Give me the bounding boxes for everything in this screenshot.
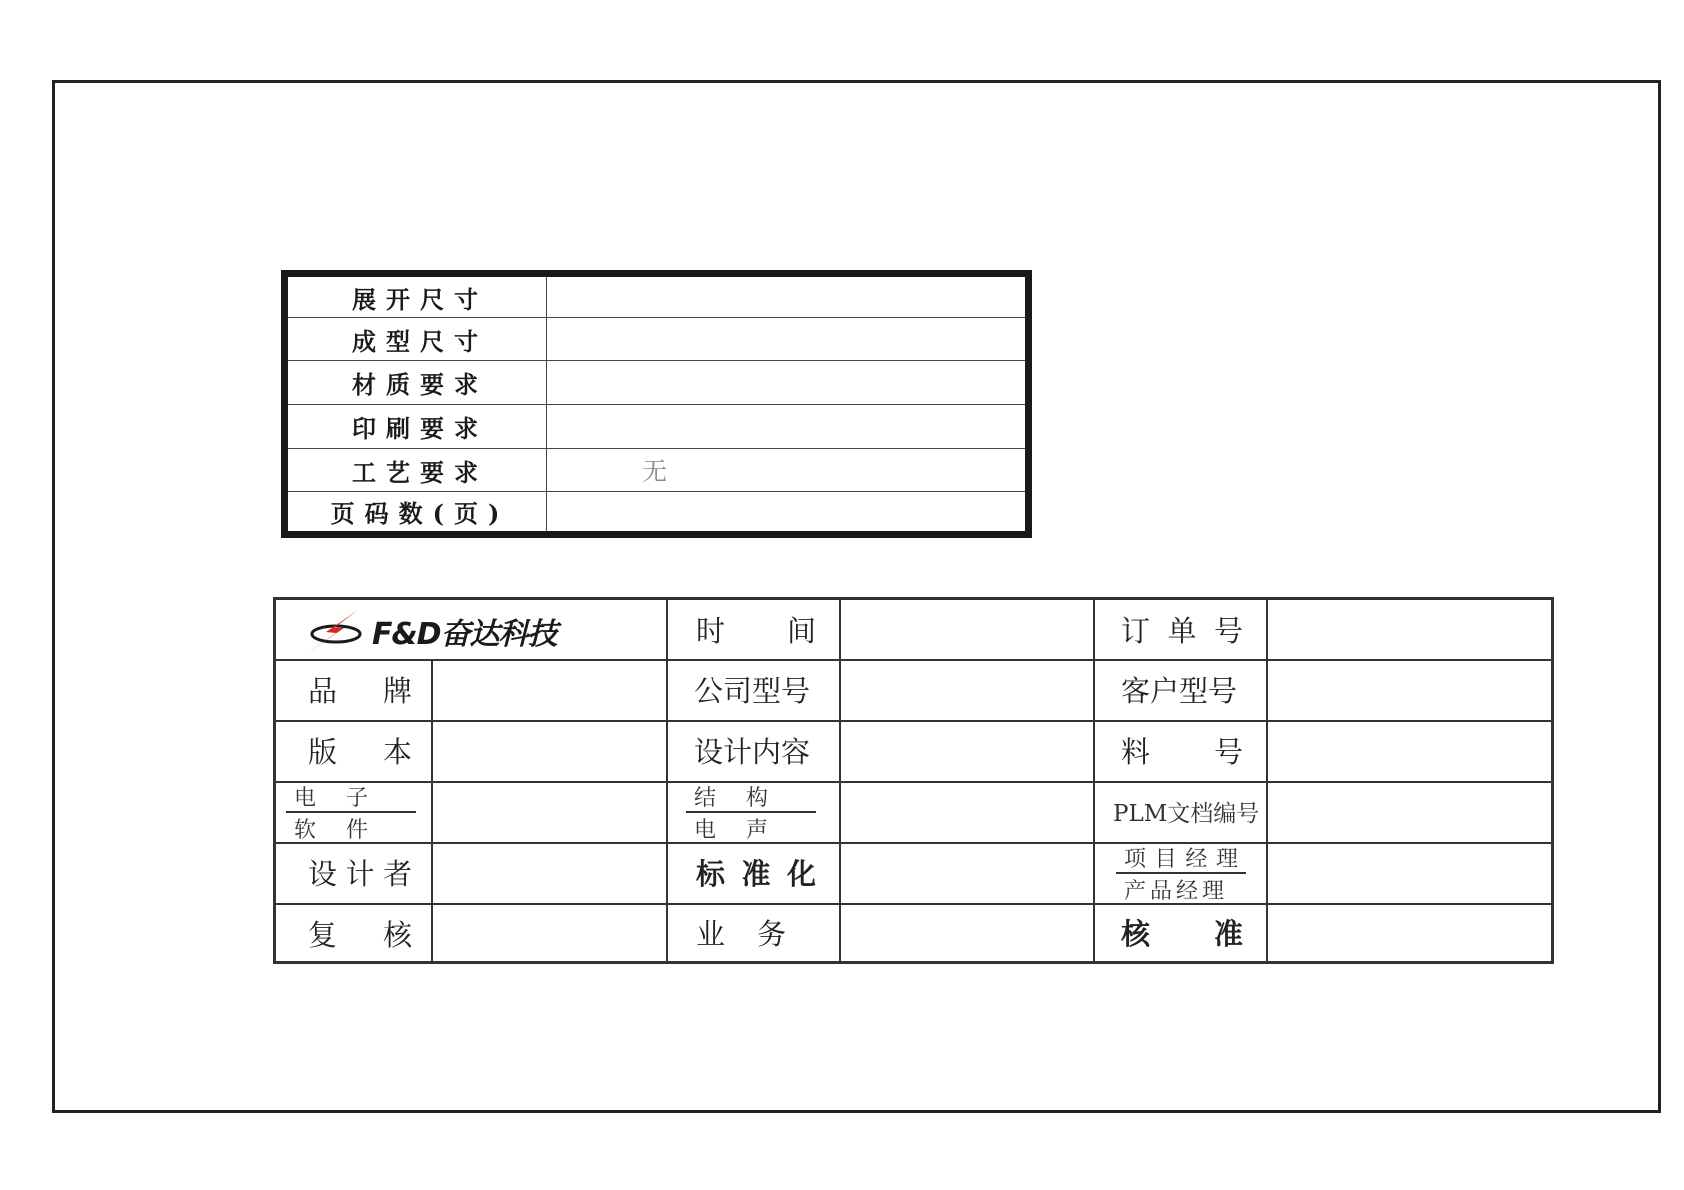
spec-table [281,270,1032,538]
spec-row-page-count [288,491,1025,531]
label-company-model: 公司型号 [694,674,811,708]
label-business: 业 务 [696,916,786,951]
label-brand: 品 牌 [308,674,412,708]
spec-row-process [288,448,1025,491]
spec-value [547,492,1025,531]
label-version: 版 本 [308,735,412,769]
row-divider [276,781,1551,783]
row-divider [276,842,1551,844]
label-plm-doc-no: PLM文档编号 [1113,801,1260,827]
col-divider [1266,600,1268,964]
row-divider [276,720,1551,722]
spec-value [547,405,1025,448]
row-divider [276,903,1551,905]
label-approval: 核 准 [1121,916,1243,951]
spec-label: 工艺要求 [288,449,547,491]
spec-row-printing [288,404,1025,448]
logo-text: F&D奋达科技 [372,617,557,652]
logo-mark-icon [300,602,370,660]
col-divider [1093,600,1095,964]
spec-row-unfolded-size [288,277,1025,317]
label-structure-acoustic: 结 构 电 声 [686,781,816,842]
spec-value [547,318,1025,360]
label-order-no: 订 单 号 [1121,614,1243,648]
title-block [273,597,1554,964]
label-electronic-software: 电 子 软 件 [286,781,416,842]
label-material-no: 料 号 [1121,735,1243,769]
spec-row-formed-size [288,317,1025,360]
spec-label: 成型尺寸 [288,318,547,360]
spec-label: 展开尺寸 [288,277,547,317]
label-standardization: 标 准 化 [696,857,816,891]
spec-row-material [288,360,1025,404]
label-designer: 设 计 者 [308,857,412,891]
label-reviewer: 复 核 [308,918,412,952]
spec-label: 印刷要求 [288,405,547,448]
spec-label: 材质要求 [288,361,547,404]
label-managers: 项 目 经 理 产 品 经 理 [1116,842,1246,903]
col-divider [431,659,433,964]
spec-value [547,361,1025,404]
spec-value [547,277,1025,317]
spec-label: 页码数(页) [288,492,547,531]
label-design-content: 设计内容 [694,735,811,769]
col-divider [839,600,841,964]
company-logo [278,602,664,660]
col-divider [666,600,668,964]
label-customer-model: 客户型号 [1121,674,1238,708]
label-time: 时 间 [696,614,816,648]
spec-value: 无 [642,457,668,486]
